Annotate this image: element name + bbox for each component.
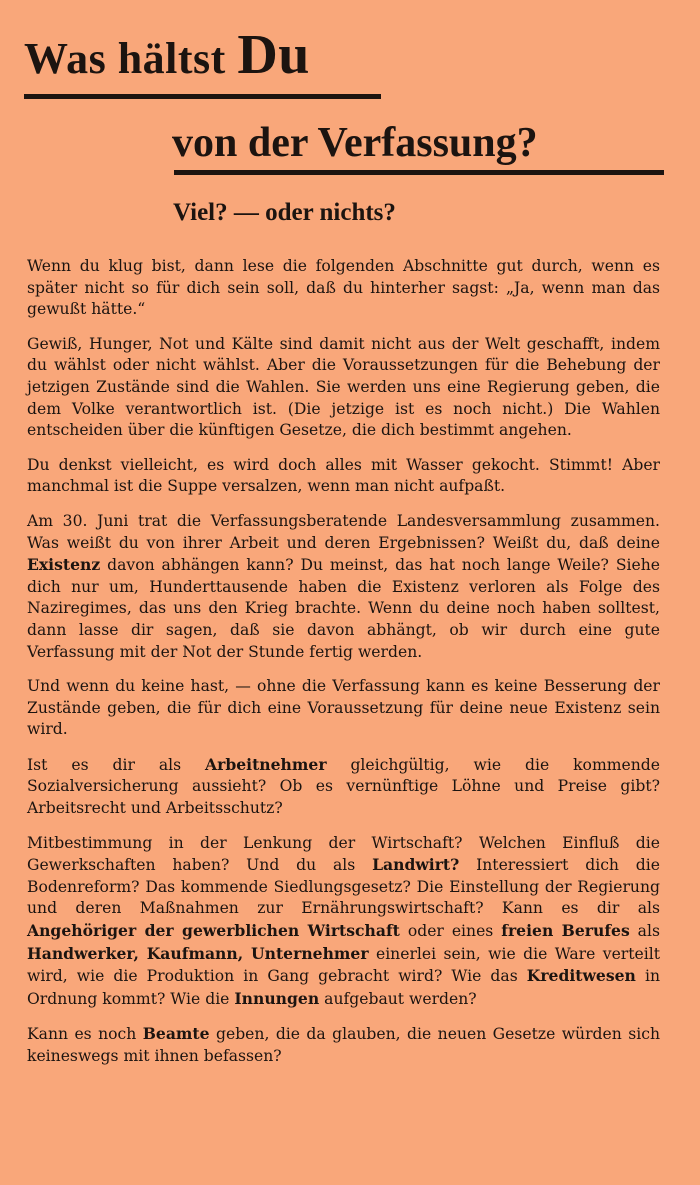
p7-text-c: Interessiert dich die Bodenreform? Das kommende Siedlungsgesetz? Die Einstellung der Regierung und deren Maßnahmen zur Ernährungswirtschaft? Kann es dir als <box>27 856 660 918</box>
subtitle: Viel? — oder nichts? <box>173 199 396 226</box>
p7-emphasis-handwerker: Handwerker, Kaufmann, Unternehmer <box>27 943 369 963</box>
paragraph-1: Wenn du klug bist, dann lese die folgenden Abschnitte gut durch, wenn es später nicht so für dich sein soll, daß du hinterher sagst: „Ja, wenn man das gewußt hätte.“ <box>27 257 660 319</box>
body-text <box>27 256 660 1068</box>
p8-text-c: geben, die da glauben, die neuen Gesetze würden sich keineswegs mit ihnen befassen? <box>27 1025 660 1065</box>
p4-text-c: davon abhängen kann? Du meinst, das hat noch lange Weile? Siehe dich nur um, Hunderttausende haben die Existenz verloren als Folge des Naziregimes, das uns den Krieg brachte. Wenn du deine noch haben solltest, dann lasse dir sagen, daß sie davon abhängt, ob wir durch eine gute Verfassung mit der Not der Stunde fertig werden. <box>27 556 660 661</box>
paragraph-3: Du denkst vielleicht, es wird doch alles mit Wasser gekocht. Stimmt! Aber manchmal ist die Suppe versalzen, wenn man nicht aufpaßt. <box>27 455 660 496</box>
p7-emphasis-gewerbliche-wirtschaft: Angehöriger der gewerblichen Wirtschaft <box>27 921 400 941</box>
paragraph-7 <box>27 833 660 1011</box>
paragraph-4 <box>27 511 660 663</box>
headline-du: Du <box>237 24 310 86</box>
p7-text-m: aufgebaut werden? <box>319 989 477 1008</box>
paragraph-6 <box>27 754 660 820</box>
headline-part-1: Was hältst <box>24 34 238 83</box>
p4-text-a: Am 30. Juni trat die Verfassungsberatende Landesversammlung zusammen. Was weißt du von ihrer Arbeit und deren Ergebnissen? Weißt du, daß deine <box>27 511 660 552</box>
p7-emphasis-freien-berufes: freien Berufes <box>501 921 630 941</box>
p8-emphasis-beamte: Beamte <box>142 1024 210 1044</box>
p7-emphasis-kreditwesen: Kreditwesen <box>526 966 636 986</box>
p7-text-a: Mitbestimmung in der Lenkung der Wirtschaft? Welchen Einfluß die Gewerkschaften haben? Und du als <box>27 833 660 875</box>
paragraph-2: Gewiß, Hunger, Not und Kälte sind damit nicht aus der Welt geschafft, indem du wählst oder nicht wählst. Aber die Voraussetzungen für die Behebung der jetzigen Zustände sind die Wahlen. Sie werden uns eine Regierung geben, die dem Volke verantwortlich ist. (Die jetzige ist es noch nicht.) Die Wahlen entscheiden über die künftigen Gesetze, die dich bestimmt angehen. <box>27 334 660 440</box>
p6-text-a: Ist es dir als <box>27 755 206 774</box>
p7-emphasis-landwirt: Landwirt? <box>372 855 460 875</box>
p7-emphasis-innungen: Innungen <box>234 988 320 1008</box>
p7-text-k: in Ordnung kommt? Wie die <box>27 967 660 1008</box>
p4-emphasis-existenz: Existenz <box>27 555 101 575</box>
p7-text-g: als <box>629 922 660 941</box>
headline-line-1 <box>24 24 310 86</box>
paragraph-5: Und wenn du keine hast, — ohne die Verfassung kann es keine Besserung der Zustände geben, die für dich eine Voraussetzung für deine neue Existenz sein wird. <box>27 677 660 739</box>
headline-underline-1 <box>24 94 381 99</box>
p6-text-c: gleichgültig, wie die kommende Sozialversicherung aussieht? Ob es vernünftige Löhne und Preise gibt? Arbeitsrecht und Arbeitsschutz? <box>27 755 660 818</box>
p7-text-i: einerlei sein, wie die Ware verteilt wird, wie die Produktion in Gang gebracht wird? Wie das <box>27 944 661 986</box>
headline-line-2: von der Verfassung? <box>172 120 538 166</box>
headline-underline-2 <box>174 170 664 175</box>
p8-text-a: Kann es noch <box>27 1025 143 1044</box>
p7-text-e: oder eines <box>399 922 502 941</box>
paragraph-8 <box>27 1023 660 1067</box>
p6-emphasis-arbeitnehmer: Arbeitnehmer <box>205 754 327 774</box>
